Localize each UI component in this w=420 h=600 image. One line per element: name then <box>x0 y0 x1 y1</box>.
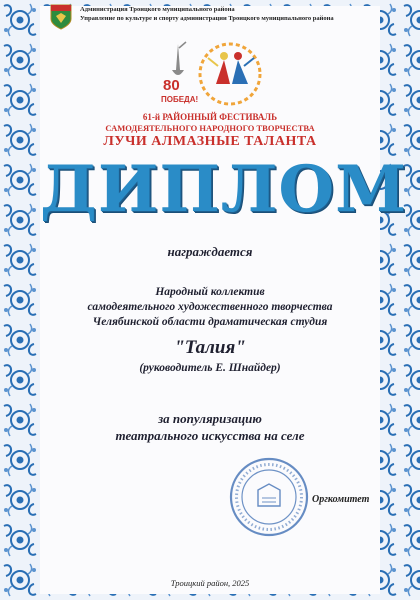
nominee-line-3: Челябинской области драматическая студия <box>92 316 328 328</box>
place-and-year: Троицкий район, 2025 <box>170 578 250 588</box>
dancers-wreath-icon <box>200 44 260 104</box>
awarded-text: награждается <box>167 244 253 259</box>
administration-header <box>80 5 334 23</box>
nominee-leader: (руководитель Е. Шнайдер) <box>139 362 281 374</box>
official-seal-stamp-icon <box>228 456 310 538</box>
nominee-line-2: самодеятельного художественного творчества <box>87 301 333 313</box>
victory-80-logo-icon <box>161 42 198 104</box>
diploma-title: ДИПЛОМ <box>40 152 407 227</box>
festival-line-2: САМОДЕЯТЕЛЬНОГО НАРОДНОГО ТВОРЧЕСТВА <box>105 123 315 133</box>
festival-title: ЛУЧИ АЛМАЗНЫЕ ТАЛАНТА <box>103 134 317 149</box>
coat-of-arms-icon <box>50 4 72 30</box>
nominee-name: "Талия" <box>174 337 246 358</box>
festival-line-1: 61-й РАЙОННЫЙ ФЕСТИВАЛЬ <box>142 112 278 122</box>
reason-line-2: театрального искусства на селе <box>115 428 305 443</box>
organizing-committee-label: Оргкомитет <box>312 494 370 505</box>
festival-logos <box>158 40 264 108</box>
victory-text: ПОБЕДА! <box>161 95 199 104</box>
victory-80-text: 80 <box>163 77 180 94</box>
admin-line-1: Администрация Троицкого муниципального района <box>80 6 235 13</box>
nominee-line-1: Народный коллектив <box>155 286 265 298</box>
reason-line-1: за популяризацию <box>158 411 262 426</box>
admin-line-2: Управление по культуре и спорту администрации Троицкого муниципального района <box>80 15 334 22</box>
